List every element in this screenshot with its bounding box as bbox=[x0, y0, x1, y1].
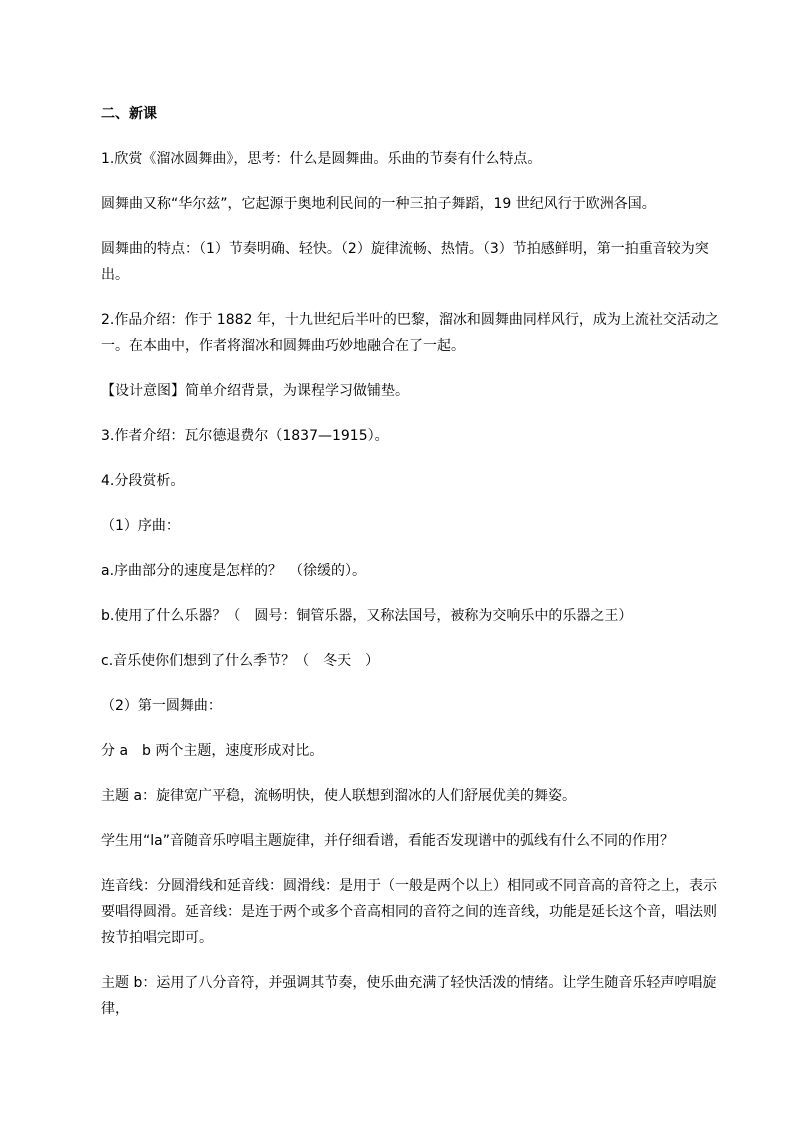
paragraph-theme-a: 主题 a：旋律宽广平稳，流畅明快，使人联想到溜冰的人们舒展优美的舞姿。 bbox=[101, 788, 577, 804]
paragraph-section-analysis: 4.分段赏析。 bbox=[101, 473, 185, 489]
paragraph-prelude-question-b: b.使用了什么乐器？（ 圆号：铜管乐器，又称法国号，被称为交响乐中的乐器之王） bbox=[101, 608, 633, 624]
paragraph-waltz-features: 圆舞曲的特点：（1）节奏明确、轻快。（2）旋律流畅、热情。（3）节拍感鲜明，第一拍重音较为突出。 bbox=[101, 241, 709, 283]
paragraph-ties-and-slurs: 连音线：分圆滑线和延音线：圆滑线：是用于（一般是两个以上）相同或不同音高的音符之上，表示要唱得圆滑。延音线：是连于两个或多个音高相同的音符之间的连音线，功能是延长这个音，唱法则按节拍唱完即可。 bbox=[101, 878, 717, 946]
paragraph-student-activity: 学生用“la”音随音乐哼唱主题旋律，并仔细看谱，看能否发现谱中的弧线有什么不同的作用？ bbox=[101, 833, 674, 849]
paragraph-prelude-question-a: a.序曲部分的速度是怎样的？ （徐缓的）。 bbox=[101, 563, 367, 579]
paragraph-theme-b: 主题 b：运用了八分音符，并强调其节奏，使乐曲充满了轻快活泼的情绪。让学生随音乐轻声哼唱旋律， bbox=[101, 975, 717, 1017]
paragraph-composer-introduction: 3.作者介绍：瓦尔德退费尔（1837—1915）。 bbox=[101, 428, 389, 444]
paragraph-waltz-definition: 圆舞曲又称“华尔兹”，它起源于奥地利民间的一种三拍子舞蹈，19 世纪风行于欧洲各国。 bbox=[101, 196, 656, 212]
paragraph-work-introduction: 2.作品介绍：作于 1882 年，十九世纪后半叶的巴黎，溜冰和圆舞曲同样风行，成为上流社交活动之一。在本曲中，作者将溜冰和圆舞曲巧妙地融合在了一起。 bbox=[101, 312, 719, 354]
document-body bbox=[101, 101, 723, 1041]
paragraph-design-intent: 【设计意图】简单介绍背景，为课程学习做铺垫。 bbox=[101, 383, 409, 399]
paragraph-first-waltz-heading: （2）第一圆舞曲： bbox=[101, 698, 222, 714]
paragraph-two-themes: 分 a b 两个主题，速度形成对比。 bbox=[101, 743, 324, 759]
paragraph-prelude-question-c: c.音乐使你们想到了什么季节？（ 冬天 ） bbox=[101, 653, 380, 669]
paragraph-prelude-heading: （1）序曲： bbox=[101, 518, 180, 534]
paragraph-appreciation-question: 1.欣赏《溜冰圆舞曲》，思考：什么是圆舞曲。乐曲的节奏有什么特点。 bbox=[101, 151, 542, 167]
section-heading: 二、新课 bbox=[101, 106, 157, 122]
